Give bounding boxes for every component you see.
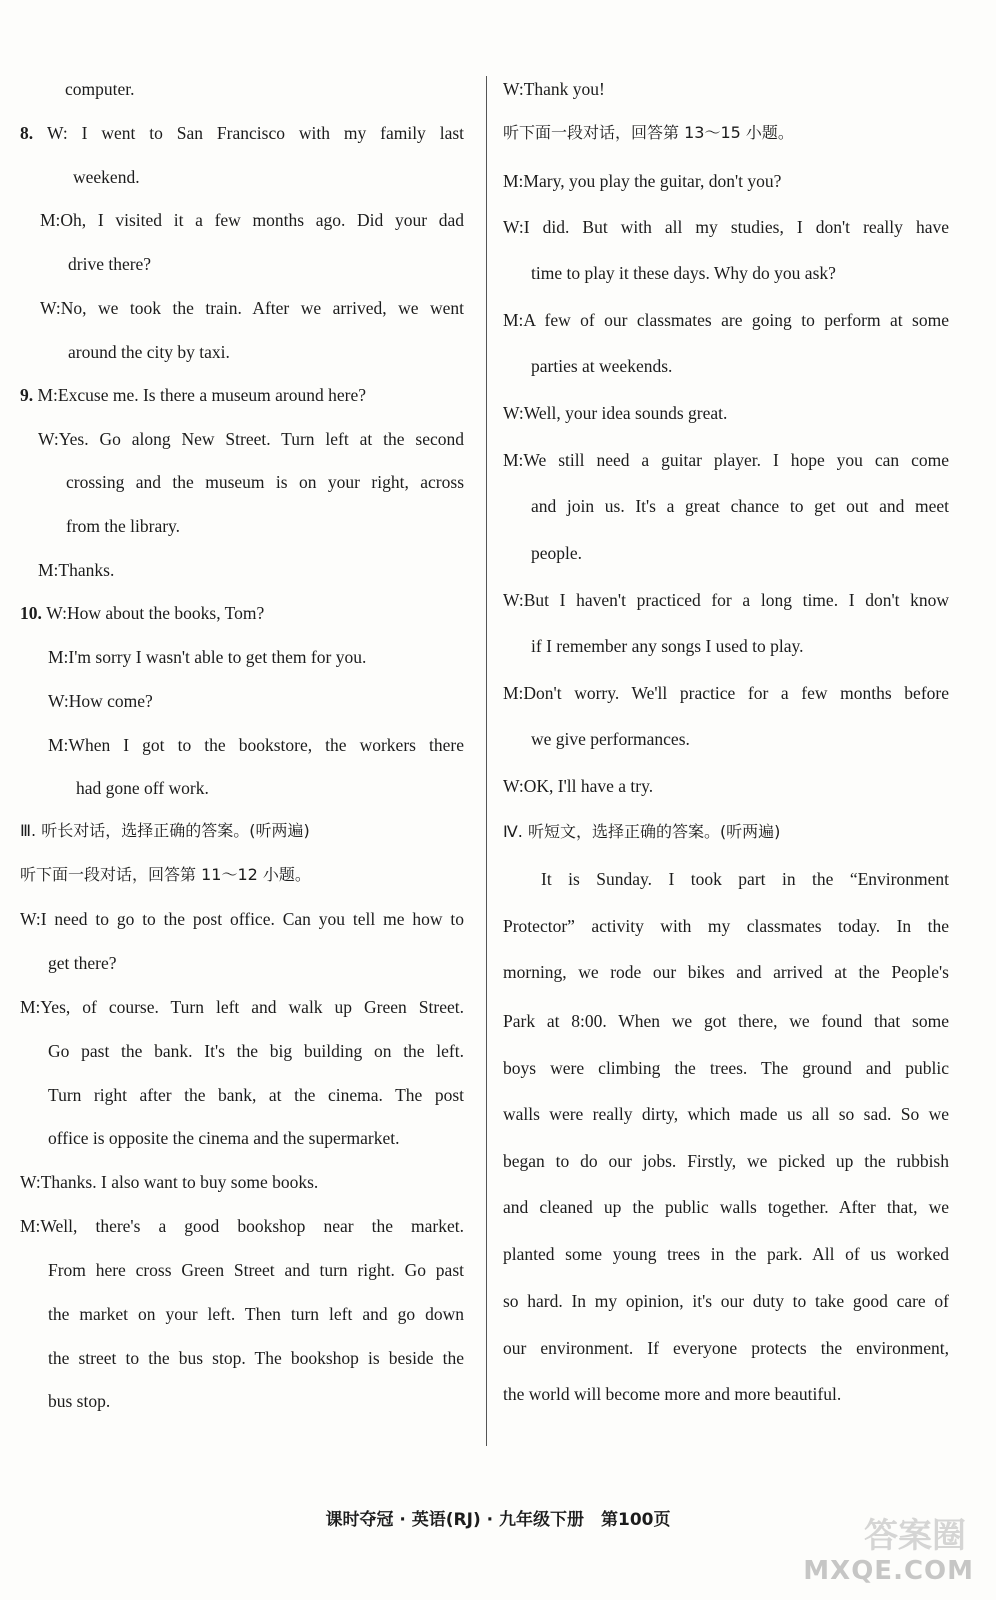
text-line: if I remember any songs I used to play. <box>531 636 804 656</box>
text-line: M:Mary, you play the guitar, don't you? <box>503 171 782 191</box>
text-line <box>20 122 464 144</box>
text-line: M:Thanks. <box>38 560 115 580</box>
text-line: morning, we rode our bikes and arrived at the People's <box>503 962 949 982</box>
text-line: and join us. It's a great chance to get out and meet <box>531 496 949 516</box>
question-number: 8. <box>20 123 48 143</box>
text-line: W:Well, your idea sounds great. <box>503 403 728 423</box>
text-line: walls were really dirty, which made us all so sad. So we <box>503 1104 949 1124</box>
text-line: W:I need to go to the post office. Can you tell me how to <box>20 909 464 929</box>
text-line: From here cross Green Street and turn right. Go past <box>48 1260 464 1280</box>
watermark-site-text: MXQE.COM <box>803 1556 974 1586</box>
text-line: and cleaned up the public walls together. After that, we <box>503 1197 949 1217</box>
text-line: the street to the bus stop. The bookshop is beside the <box>48 1348 464 1368</box>
text-line: time to play it these days. Why do you ask? <box>531 263 836 283</box>
text-line: drive there? <box>68 254 152 274</box>
text-line: planted some young trees in the park. All of us worked <box>503 1244 949 1264</box>
text-line: Ⅲ. 听长对话，选择正确的答案。(听两遍) <box>20 821 310 840</box>
text-line: the world will become more and more beautiful. <box>503 1384 842 1404</box>
text-line: M:A few of our classmates are going to perform at some <box>503 310 949 330</box>
text-line: W:Yes. Go along New Street. Turn left at the second <box>38 429 464 449</box>
text-line: we give performances. <box>531 729 690 749</box>
line-text: W:How about the books, Tom? <box>46 603 265 623</box>
text-line: M:We still need a guitar player. I hope you can come <box>503 450 949 470</box>
text-line <box>20 602 264 624</box>
text-line: Protector” activity with my classmates today. In the <box>503 916 949 936</box>
text-line: M:Well, there's a good bookshop near the market. <box>20 1216 464 1236</box>
text-line: M:Oh, I visited it a few months ago. Did your dad <box>40 210 464 230</box>
text-line: M:When I got to the bookstore, the workers there <box>48 735 464 755</box>
text-line: W:Thanks. I also want to buy some books. <box>20 1172 319 1192</box>
text-line: crossing and the museum is on your right, across <box>66 472 464 492</box>
text-line: Ⅳ. 听短文，选择正确的答案。(听两遍) <box>503 822 781 841</box>
text-line: Park at 8:00. When we got there, we found that some <box>503 1011 949 1031</box>
text-line: W:I did. But with all my studies, I don't really have <box>503 217 949 237</box>
text-line: M:I'm sorry I wasn't able to get them for you. <box>48 647 367 667</box>
question-number: 9. <box>20 385 38 405</box>
text-line: W:No, we took the train. After we arrived, we went <box>40 298 464 318</box>
text-line: It is Sunday. I took part in the “Environment <box>541 869 949 889</box>
question-number: 10. <box>20 603 47 623</box>
page-footer: 课时夺冠 · 英语(RJ) · 九年级下册 第100页 <box>325 1510 671 1530</box>
text-line: the market on your left. Then turn left and go down <box>48 1304 464 1324</box>
text-line: W:OK, I'll have a try. <box>503 776 654 796</box>
text-line: M:Yes, of course. Turn left and walk up Green Street. <box>20 997 464 1017</box>
text-line: began to do our jobs. Firstly, we picked up the rubbish <box>503 1151 949 1171</box>
text-line: had gone off work. <box>76 778 209 798</box>
text-line: computer. <box>65 79 135 99</box>
text-line: M:Don't worry. We'll practice for a few months before <box>503 683 949 703</box>
column-divider <box>486 76 487 1446</box>
watermark-logo-text: 答案圈 <box>864 1516 966 1556</box>
text-line: people. <box>531 543 583 563</box>
text-line: W:How come? <box>48 691 153 711</box>
text-line: 听下面一段对话，回答第 13～15 小题。 <box>503 123 794 142</box>
text-line: our environment. If everyone protects the environment, <box>503 1338 949 1358</box>
text-line: boys were climbing the trees. The ground and public <box>503 1058 949 1078</box>
text-line: from the library. <box>66 516 181 536</box>
text-line: Turn right after the bank, at the cinema. The post <box>48 1085 464 1105</box>
text-line: office is opposite the cinema and the supermarket. <box>48 1128 400 1148</box>
text-line: so hard. In my opinion, it's our duty to take good care of <box>503 1291 949 1311</box>
text-line: W:But I haven't practiced for a long time. I don't know <box>503 590 949 610</box>
text-line: weekend. <box>73 167 140 187</box>
watermark <box>794 1508 974 1586</box>
text-line <box>20 384 366 406</box>
text-line: Go past the bank. It's the big building on the left. <box>48 1041 464 1061</box>
text-line: get there? <box>48 953 117 973</box>
text-line: bus stop. <box>48 1391 111 1411</box>
text-line: parties at weekends. <box>531 356 673 376</box>
line-text: W: I went to San Francisco with my family last <box>47 123 465 143</box>
text-line: 听下面一段对话，回答第 11～12 小题。 <box>20 865 311 884</box>
line-text: M:Excuse me. Is there a museum around here? <box>37 385 366 405</box>
text-line: around the city by taxi. <box>68 342 230 362</box>
text-line: W:Thank you! <box>503 79 605 99</box>
